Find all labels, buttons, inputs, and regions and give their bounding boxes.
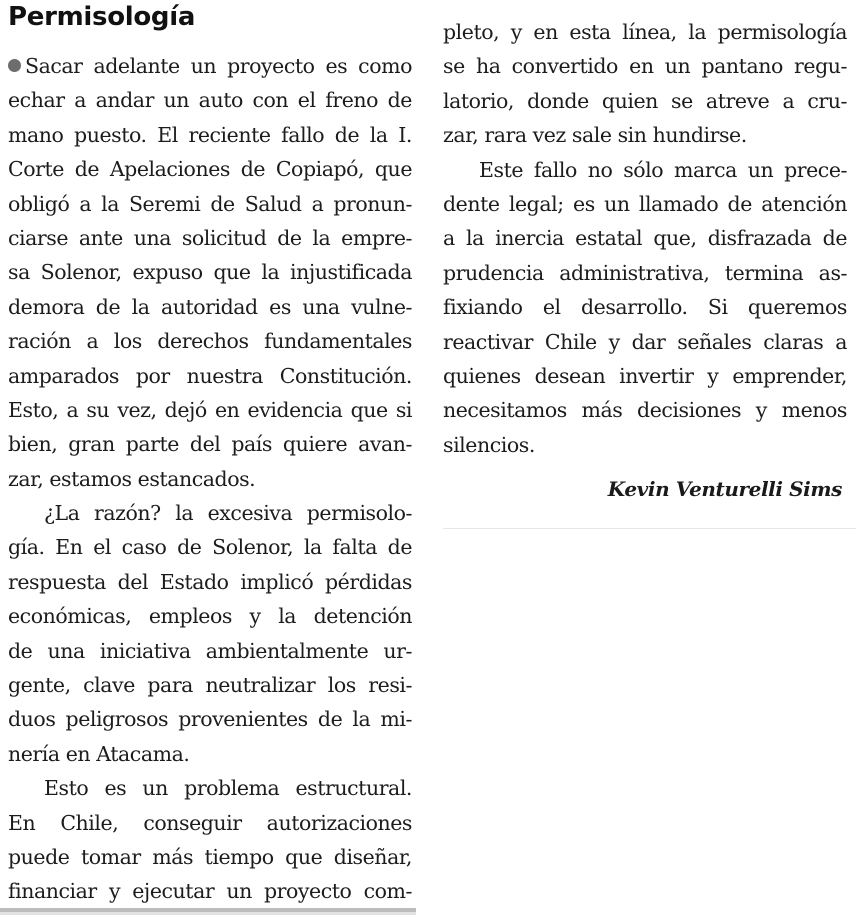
text-line: financiar y ejecutar un proyecto com- xyxy=(8,879,412,904)
text-line: Esto es un problema estructural. xyxy=(44,776,412,801)
text-line: silencios. xyxy=(443,432,535,457)
text-line: de una iniciativa ambientalmente ur- xyxy=(8,638,412,663)
text-line: se ha convertido en un pantano regu- xyxy=(443,54,847,79)
text-line: respuesta del Estado implicó pérdidas xyxy=(8,569,412,594)
text-line: Este fallo no sólo marca un prece- xyxy=(479,157,847,182)
text-line: Corte de Apelaciones de Copiapó, que xyxy=(8,157,412,182)
text-line: Esto, a su vez, dejó en evidencia que si xyxy=(8,397,412,422)
text-line: demora de la autoridad es una vulne- xyxy=(8,294,412,319)
text-line: echar a andar un auto con el freno de xyxy=(8,88,412,113)
text-line: nería en Atacama. xyxy=(8,741,190,766)
text-line: dente legal; es un llamado de atención xyxy=(443,191,847,216)
text-line: Sacar adelante un proyecto es como xyxy=(8,49,412,83)
column-divider xyxy=(443,528,856,529)
left-column xyxy=(8,49,412,909)
text-line: quienes desean invertir y emprender, xyxy=(443,363,847,388)
text-line: latorio, donde quien se atreve a cru- xyxy=(443,88,847,113)
text-line: puede tomar más tiempo que diseñar, xyxy=(8,844,412,869)
text-line: reactivar Chile y dar señales claras a xyxy=(443,329,847,354)
text-line: bien, gran parte del país quiere avan- xyxy=(8,432,412,457)
text-line: pleto, y en esta línea, la permisología xyxy=(443,20,847,44)
text-line: fixiando el desarrollo. Si queremos xyxy=(443,295,847,320)
text-line: económicas, empleos y la detención xyxy=(8,604,412,629)
text-line: obligó a la Seremi de Salud a pronun- xyxy=(8,191,412,216)
text-line: gente, clave para neutralizar los resi- xyxy=(8,673,412,698)
text-line: zar, estamos estancados. xyxy=(8,466,256,491)
text-line: gía. En el caso de Solenor, la falta de xyxy=(8,535,412,560)
text-line: En Chile, conseguir autorizaciones xyxy=(8,810,412,835)
article-title: Permisología xyxy=(8,2,196,32)
text-line: sa Solenor, expuso que la injustificada xyxy=(8,260,412,285)
text-line: a la inercia estatal que, disfrazada de xyxy=(443,226,847,251)
author-signature: Kevin Venturelli Sims xyxy=(607,477,842,501)
text-line: ración a los derechos fundamentales xyxy=(8,329,412,354)
text-line: prudencia administrativa, termina as- xyxy=(443,260,847,285)
text-line: amparados por nuestra Constitución. xyxy=(8,363,412,388)
bullet-icon xyxy=(8,59,21,72)
text-line: necesitamos más decisiones y menos xyxy=(443,398,847,423)
text-line: ciarse ante una solicitud de la empre- xyxy=(8,225,412,250)
text-line: zar, rara vez sale sin hundirse. xyxy=(443,123,747,148)
text-line: ¿La razón? la excesiva permisolo- xyxy=(44,501,412,526)
text-line: duos peligrosos provenientes de la mi- xyxy=(8,707,412,732)
text-line: mano puesto. El reciente fallo de la I. xyxy=(8,122,412,147)
right-column xyxy=(443,15,847,462)
